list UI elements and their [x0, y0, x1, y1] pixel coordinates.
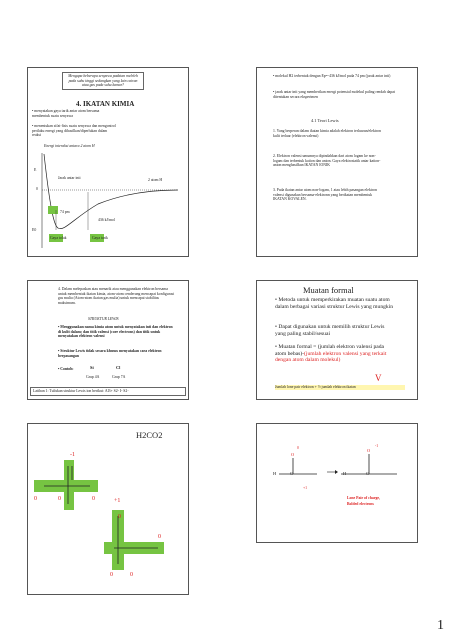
atom-o-left: O [291, 452, 295, 457]
charge-0-c: 0 [92, 496, 95, 502]
bullet-2: • Dapat digunakan untuk memilih struktur Lewis yang paling stabil/sesuai [275, 324, 385, 337]
atom-h-right: H [343, 471, 347, 476]
charge-0-e: 0 [158, 534, 161, 540]
item-1: 1. Yang berperan dalam ikatan kimia adalah elektron terluaran/elektron kulit terluar (elektron valensi) [273, 129, 381, 138]
slide-h2co2 [27, 423, 189, 595]
slide-ikatan-kimia [27, 67, 189, 257]
bullet-1: • menyatakan gaya tarik antar atom bersama membentuk suatu senyawa [32, 109, 100, 118]
atom-o-right: O [367, 448, 371, 453]
item-4: 4. Dalam melepaskan atau menarik atau menggunakan elektron bersama untuk membentuk ikatan kimia, atom-atom cenderung mencapai konfigurasi gas mulia (Atom-atom ikatan gas mulia) untuk mencapai stabilitas maksimum. [58, 287, 175, 305]
slide-title: 4. IKATAN KIMIA [76, 100, 135, 108]
lewis-bullet-1: • Menggunakan nama kimia atom untuk menyatakan inti dan elektron di kulit dalam; dan titik valensi (core electrons) dan titik untuk menyatakan elektron valensi [58, 325, 173, 339]
para-1: • molekul H2 terbentuk dengan Ep=-436 kJ/mol pada 74 pm (jarak antar inti) [273, 74, 391, 78]
element-si: Si [90, 365, 94, 370]
label-gaya-tarik: Gaya tarik [92, 236, 108, 240]
slide-molecule-2 [256, 423, 418, 543]
item-3: 3. Pada ikatan antar atom non-logam, 1 atau lebih pasangan elektron valensi digunakan bersama-elektronn yang berikatan membentuk IKATAN KOVALEN. [273, 188, 377, 202]
note-line-1: Lone Pair of charge, [347, 496, 381, 500]
note-line-2: Bolded electrons [347, 502, 374, 506]
charge-0-b: 0 [58, 496, 61, 502]
charge-minus1: -1 [375, 444, 379, 448]
axis-e-label: E [34, 168, 37, 172]
label-jarak: Jarak antar inti [58, 176, 81, 180]
energy-curve-graph [28, 148, 189, 257]
atom-c-right: C [366, 471, 369, 476]
atom-c-left: C [290, 471, 293, 476]
slide-title: Muatan formal [303, 285, 354, 295]
grup-4a: Grup 4A [86, 375, 100, 379]
charge-plus1: +1 [303, 486, 308, 490]
label-gaya-tolak: Gaya tolak [50, 236, 67, 240]
atom-h-left: H [273, 471, 277, 476]
charge-0-a: 0 [34, 496, 37, 502]
graph-caption: Energi interaksi antara 2 atom H [44, 144, 95, 148]
item-2: 2. Elektron valensi umumnya dipindahkan dari atom logam ke non-logam dan terbentuk kation dan anion. Gaya elektrostatik antar kation-anion menghasilkan IKATAN IONIK [273, 154, 381, 168]
bullet-3-red: (jumlah elektron valensi yang terkait dengan atom dalam molekul) [275, 350, 387, 364]
charge-0: 0 [297, 446, 299, 450]
charge-plus1: +1 [114, 498, 121, 504]
slide-teori-lewis [256, 67, 418, 257]
question-box: Mengapa beberapa senyawa padatan meleleh pada suhu tinggi sedangkan yang lain cairan atau gas pada suhu kamar? [62, 72, 144, 90]
contoh-label: • Contoh: [58, 367, 74, 371]
para-2: • jarak antar inti yang memberikan energi potensial molekul paling rendah dapat ditentukan secara eksperimen [273, 90, 395, 99]
molecule-structure-1 [28, 424, 189, 595]
bullet-3-main: • Muatan formal = (jumlah elektron valensi pada atom bebas)- [275, 344, 385, 357]
label-atom-h: 2 atom H [148, 178, 163, 182]
slide-struktur-lewis [27, 280, 189, 400]
bullet-1: • Metoda untuk memperkirakan muatan suatu atom dalam berbagai variasi struktur Lewis yang mungkin [275, 297, 394, 310]
brace-mark: V [375, 373, 382, 383]
bullet-3 [275, 344, 395, 364]
footnote-box: Jumlah lone pair elektron + ½ jumlah elektron ikatan [275, 385, 405, 390]
charge-minus1: -1 [70, 452, 75, 458]
charge-0-f: 0 [110, 572, 113, 578]
page-number: 1 [437, 618, 444, 633]
lewis-heading: STRUKTUR LEWIS [88, 317, 119, 321]
label-436: 436 kJ/mol [98, 218, 115, 222]
lewis-bullet-2: • Struktur Lewis tidak secara khusus menyatakan cara elektron berpasangan [58, 349, 162, 358]
molecule-structure-2 [257, 424, 418, 543]
grup-7a: Grup 7A [112, 375, 126, 379]
latihan-box: Latihan 1: Tuliskan struktur Lewis ion berikut: Al3+ S2- I- S2- [30, 387, 186, 396]
label-74pm: 74 pm [60, 210, 70, 214]
axis-zero-label: 0 [36, 187, 38, 191]
slide-muatan-formal [256, 280, 418, 400]
charge-0-d: 0 [118, 514, 121, 520]
element-cl: Cl [116, 365, 121, 370]
charge-0-g: 0 [130, 572, 133, 578]
section-heading: 4.1 Teori Lewis [311, 118, 339, 123]
axis-e0-label: E0 [32, 228, 37, 232]
bullet-2: • menentukan sifat-fisis suatu senyawa dan mengontrol perilaku energi yang dihasilkan/diperlukan dalam reaksi [32, 124, 116, 138]
slide-title: H2CO2 [136, 430, 163, 440]
